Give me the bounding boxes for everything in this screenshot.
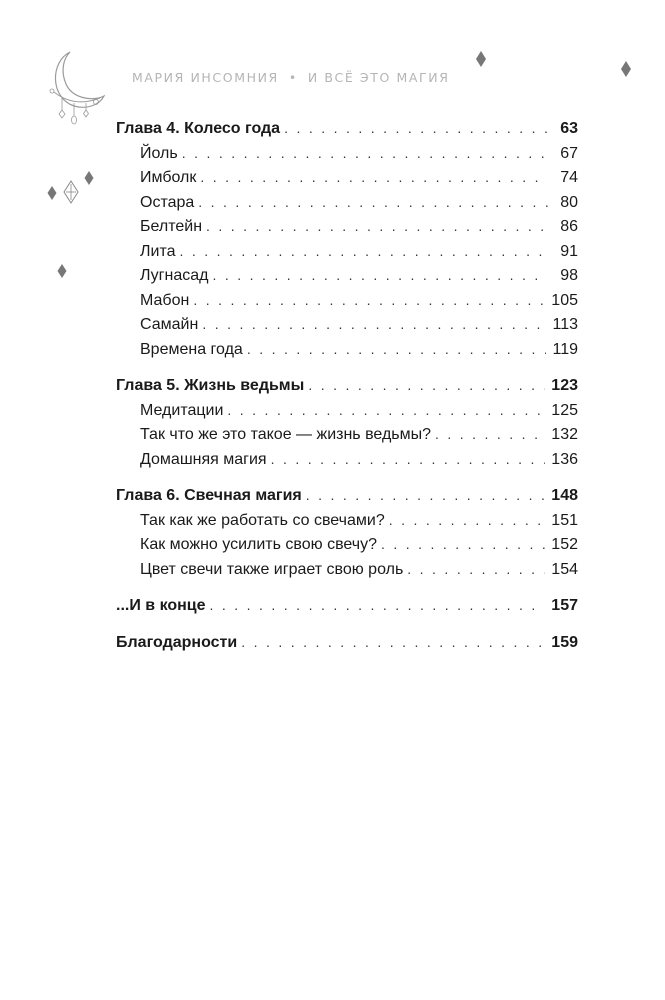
toc-chapter-row — [116, 116, 578, 141]
toc-group-ending — [116, 593, 578, 618]
toc-entry-title: Как можно усилить свою свечу? — [140, 536, 377, 553]
toc-page-number: 91 — [560, 242, 578, 260]
toc-entry-title: Йоль — [140, 144, 178, 162]
toc-entry-title: Так как же работать со свечами? — [140, 511, 385, 529]
toc-entry-row — [116, 422, 578, 447]
toc-chapter-title: Глава 4. Колесо года — [116, 120, 281, 137]
dot-leader — [241, 630, 545, 655]
toc-page-number: 136 — [551, 450, 578, 468]
sparkle-icon — [620, 61, 632, 77]
toc-entry-title: Самайн — [140, 316, 199, 333]
toc-chapter-title: Благодарности — [116, 633, 238, 651]
toc-group-chapter-4 — [116, 116, 578, 361]
toc-chapter-row — [116, 630, 578, 655]
toc-chapter-title: Глава 6. Свечная магия — [116, 487, 302, 504]
toc-entry-row — [116, 557, 578, 582]
toc-entry-title: Белтейн — [140, 218, 203, 235]
toc-entry-row — [116, 214, 578, 239]
toc-entry-row — [116, 447, 578, 472]
dot-leader — [182, 141, 548, 166]
toc-chapter-row — [116, 593, 578, 618]
sparkle-icon — [57, 264, 67, 278]
sparkle-icon — [84, 171, 94, 185]
toc-page-number: 113 — [552, 316, 578, 333]
toc-entry-title: Цвет свечи также играет свою роль — [140, 560, 404, 578]
toc-page-number: 157 — [551, 597, 578, 614]
dot-leader — [193, 288, 545, 313]
toc-group-acknowledgements — [116, 630, 578, 655]
toc-page-number: 105 — [551, 291, 578, 309]
toc-page-number: 148 — [551, 487, 578, 504]
header-separator: • — [288, 70, 298, 85]
dot-leader — [210, 593, 546, 618]
toc-entry-title: Времена года — [140, 340, 243, 358]
toc-group-chapter-6 — [116, 483, 578, 581]
dot-leader — [200, 165, 548, 190]
running-header — [132, 70, 562, 85]
toc-chapter-row — [116, 483, 578, 508]
toc-entry-row — [116, 398, 578, 423]
dot-leader — [306, 483, 546, 508]
toc-entry-row — [116, 508, 578, 533]
dot-leader — [227, 398, 545, 423]
toc-entry-title: Лугнасад — [140, 267, 209, 284]
toc-page-number: 154 — [551, 560, 578, 578]
toc-page-number: 152 — [551, 536, 578, 553]
toc-entry-row — [116, 263, 578, 288]
toc-entry-row — [116, 190, 578, 215]
toc-entry-title: Лита — [140, 242, 176, 260]
toc-entry-row — [116, 239, 578, 264]
dot-leader — [308, 373, 545, 398]
toc-page-number: 159 — [551, 633, 578, 651]
dot-leader — [179, 239, 548, 264]
dot-leader — [284, 116, 548, 141]
dot-leader — [198, 190, 548, 215]
toc-entry-row — [116, 532, 578, 557]
toc-entry-title: Так что же это такое — жизнь ведьмы? — [140, 426, 432, 443]
toc-chapter-row — [116, 373, 578, 398]
toc-page-number: 86 — [560, 218, 578, 235]
toc-page-number: 119 — [552, 340, 578, 358]
toc-entry-title: Остара — [140, 193, 195, 211]
toc-page-number: 74 — [560, 169, 578, 186]
dot-leader — [381, 532, 545, 557]
toc-entry-title: Мабон — [140, 291, 190, 309]
toc-group-chapter-5 — [116, 373, 578, 471]
table-of-contents — [116, 116, 578, 666]
toc-page-number: 132 — [551, 426, 578, 443]
toc-page-number: 123 — [551, 377, 578, 394]
toc-entry-title: Имболк — [140, 169, 197, 186]
toc-entry-row — [116, 337, 578, 362]
sparkle-icon — [475, 51, 487, 67]
toc-page-number: 67 — [560, 144, 578, 162]
toc-entry-row — [116, 288, 578, 313]
dot-leader — [206, 214, 548, 239]
crescent-moon-icon — [40, 48, 110, 128]
dot-leader — [435, 422, 545, 447]
header-book-title: И ВСЁ ЭТО МАГИЯ — [307, 70, 450, 85]
dot-leader — [212, 263, 548, 288]
toc-page-number: 151 — [551, 511, 578, 529]
toc-entry-title: Медитации — [140, 401, 224, 419]
dot-leader — [389, 508, 546, 533]
dot-leader — [202, 312, 546, 337]
toc-entry-title: Домашняя магия — [140, 450, 267, 468]
sparkle-icon — [47, 186, 57, 200]
toc-chapter-title: Глава 5. Жизнь ведьмы — [116, 377, 305, 394]
toc-entry-row — [116, 165, 578, 190]
dot-leader — [271, 447, 546, 472]
toc-chapter-title: ...И в конце — [116, 597, 206, 614]
toc-entry-row — [116, 312, 578, 337]
dot-leader — [407, 557, 545, 582]
dot-leader — [247, 337, 547, 362]
toc-entry-row — [116, 141, 578, 166]
toc-page-number: 98 — [560, 267, 578, 284]
toc-page-number: 80 — [560, 193, 578, 211]
toc-page-number: 63 — [560, 120, 578, 137]
toc-page-number: 125 — [551, 401, 578, 419]
header-author: МАРИЯ ИНСОМНИЯ — [132, 70, 279, 85]
crystal-icon — [62, 180, 80, 204]
